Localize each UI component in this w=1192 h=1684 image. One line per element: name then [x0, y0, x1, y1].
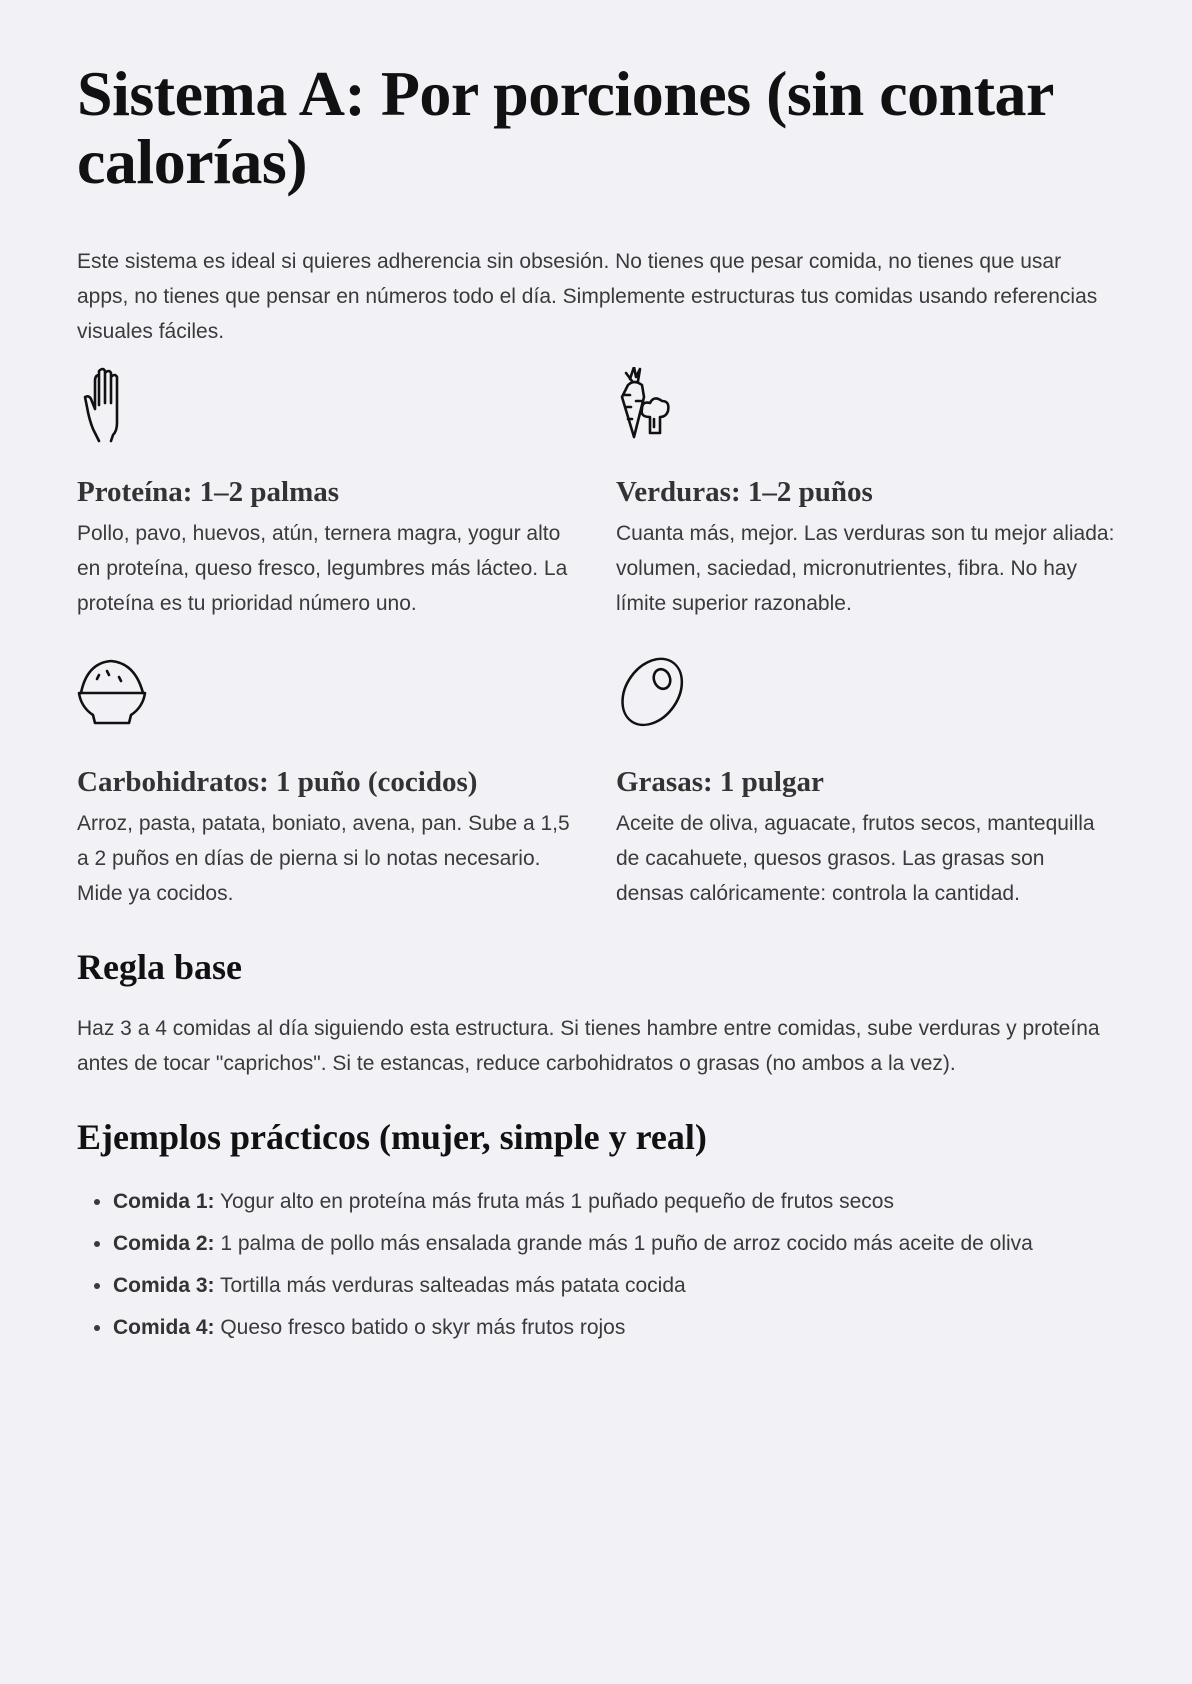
card-title: Verduras: 1–2 puños [616, 476, 873, 508]
item-text: 1 palma de pollo más ensalada grande más 1 puño de arroz cocido más aceite de oliva [214, 1232, 1033, 1255]
card-protein [77, 367, 576, 621]
intro-paragraph: Este sistema es ideal si quieres adherencia sin obsesión. No tienes que pesar comida, no tienes que usar apps, no tienes que pensar en números todo el día. Simplemente estructuras tus comidas usando referencias visuales fáciles. [77, 250, 1098, 343]
item-label: Comida 3: [113, 1274, 215, 1297]
card-text: Pollo, pavo, huevos, atún, ternera magra, yogur alto en proteína, queso fresco, legumbres más lácteo. La proteína es tu prioridad número uno. [77, 522, 568, 615]
item-text: Queso fresco batido o skyr más frutos rojos [214, 1316, 626, 1339]
card-text: Cuanta más, mejor. Las verduras son tu mejor aliada: volumen, saciedad, micronutrientes, fibra. No hay límite superior razonable. [616, 522, 1115, 615]
examples-heading: Ejemplos prácticos (mujer, simple y real) [77, 1117, 707, 1157]
list-item [113, 1223, 1115, 1265]
list-item [113, 1265, 1115, 1307]
card-title: Grasas: 1 pulgar [616, 766, 824, 798]
item-label: Comida 4: [113, 1316, 215, 1339]
rule-heading: Regla base [77, 947, 242, 987]
card-title: Proteína: 1–2 palmas [77, 476, 340, 508]
item-label: Comida 2: [113, 1232, 215, 1255]
card-fats [616, 657, 1115, 911]
portion-grid [77, 367, 1115, 911]
olive-icon [616, 657, 696, 733]
card-text: Aceite de oliva, aguacate, frutos secos, mantequilla de cacahuete, quesos grasos. Las grasas son densas calóricamente: controla la cantidad. [616, 812, 1095, 905]
card-text: Arroz, pasta, patata, boniato, avena, pan. Sube a 1,5 a 2 puños en días de pierna si lo notas necesario. Mide ya cocidos. [77, 812, 570, 905]
item-text: Tortilla más verduras salteadas más patata cocida [214, 1274, 686, 1297]
rice-bowl-icon [77, 657, 157, 733]
card-vegetables [616, 367, 1115, 621]
page-title: Sistema A: Por porciones (sin contar calorías) [77, 58, 1053, 197]
examples-list [77, 1181, 1115, 1349]
list-item [113, 1307, 1115, 1349]
list-item [113, 1181, 1115, 1223]
item-label: Comida 1: [113, 1190, 215, 1213]
card-title: Carbohidratos: 1 puño (cocidos) [77, 766, 478, 798]
hand-palm-icon [77, 367, 157, 443]
carrot-broccoli-icon [616, 367, 696, 443]
rule-text: Haz 3 a 4 comidas al día siguiendo esta estructura. Si tienes hambre entre comidas, sube verduras y proteína antes de tocar "caprichos". Si te estancas, reduce carbohidratos o grasas (no ambos a la vez). [77, 1017, 1100, 1075]
card-carbs [77, 657, 576, 911]
item-text: Yogur alto en proteína más fruta más 1 puñado pequeño de frutos secos [214, 1190, 894, 1213]
